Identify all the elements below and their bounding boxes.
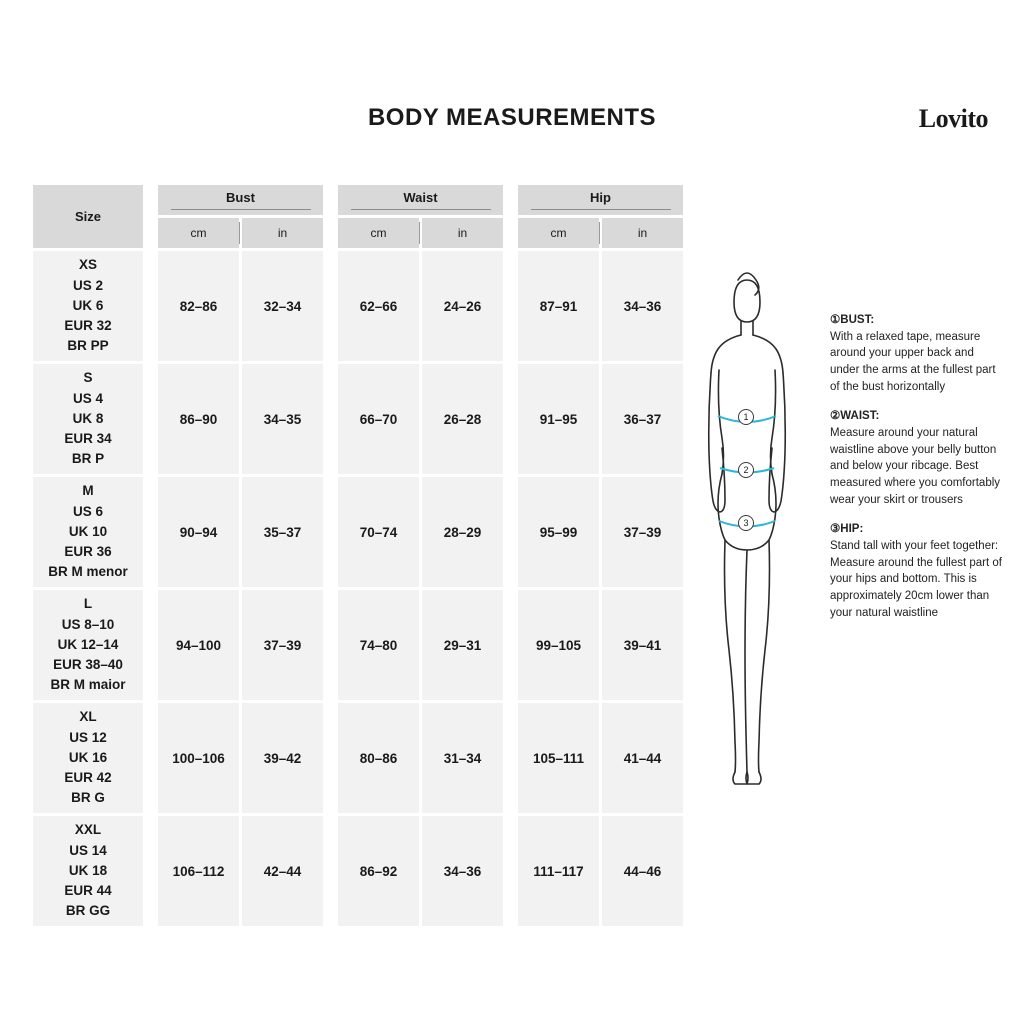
cell-bust-cm: 86–90 bbox=[158, 364, 239, 474]
cell-hip-in: 41–44 bbox=[602, 703, 683, 813]
brand-logo: Lovito bbox=[918, 104, 988, 133]
cell-bust-cm: 90–94 bbox=[158, 477, 239, 587]
spacer bbox=[146, 590, 155, 700]
cell-size: M US 6 UK 10 EUR 36 BR M menor bbox=[33, 477, 143, 587]
note-hip bbox=[830, 521, 1006, 621]
note-waist bbox=[830, 408, 1006, 508]
cell-hip-cm: 111–117 bbox=[518, 816, 599, 926]
spacer bbox=[506, 364, 515, 474]
spacer bbox=[326, 251, 335, 361]
measurement-instructions bbox=[830, 312, 1006, 634]
cell-hip-in: 36–37 bbox=[602, 364, 683, 474]
spacer bbox=[146, 185, 155, 248]
table-header-row-groups bbox=[33, 185, 683, 215]
divider bbox=[351, 209, 491, 210]
cell-size: XL US 12 UK 16 EUR 42 BR G bbox=[33, 703, 143, 813]
cell-bust-cm: 100–106 bbox=[158, 703, 239, 813]
cell-bust-in: 32–34 bbox=[242, 251, 323, 361]
cell-hip-in: 37–39 bbox=[602, 477, 683, 587]
spacer bbox=[326, 185, 335, 248]
cell-hip-in: 34–36 bbox=[602, 251, 683, 361]
divider bbox=[171, 209, 311, 210]
column-group-waist-label: Waist bbox=[403, 190, 438, 205]
cell-size: S US 4 UK 8 EUR 34 BR P bbox=[33, 364, 143, 474]
cell-waist-in: 28–29 bbox=[422, 477, 503, 587]
note-bust-body: With a relaxed tape, measure around your upper back and under the arms at the fullest part of the bust horizontally bbox=[830, 330, 996, 393]
table-row bbox=[33, 364, 683, 474]
cell-hip-cm: 87–91 bbox=[518, 251, 599, 361]
cell-bust-cm: 106–112 bbox=[158, 816, 239, 926]
cell-size: XS US 2 UK 6 EUR 32 BR PP bbox=[33, 251, 143, 361]
spacer bbox=[326, 703, 335, 813]
cell-bust-in: 42–44 bbox=[242, 816, 323, 926]
table-row bbox=[33, 703, 683, 813]
spacer bbox=[326, 590, 335, 700]
spacer bbox=[506, 477, 515, 587]
divider bbox=[531, 209, 671, 210]
cell-bust-cm: 94–100 bbox=[158, 590, 239, 700]
unit-header-bust-in: in bbox=[242, 218, 323, 248]
cell-waist-cm: 70–74 bbox=[338, 477, 419, 587]
spacer bbox=[326, 364, 335, 474]
unit-header-waist-in: in bbox=[422, 218, 503, 248]
note-bust bbox=[830, 312, 1006, 395]
column-group-bust-label: Bust bbox=[226, 190, 255, 205]
table-header bbox=[33, 185, 683, 248]
spacer bbox=[506, 590, 515, 700]
table-row bbox=[33, 590, 683, 700]
column-header-size: Size bbox=[33, 185, 143, 248]
cell-bust-in: 39–42 bbox=[242, 703, 323, 813]
cell-bust-in: 35–37 bbox=[242, 477, 323, 587]
cell-hip-cm: 91–95 bbox=[518, 364, 599, 474]
cell-waist-cm: 80–86 bbox=[338, 703, 419, 813]
page-title: BODY MEASUREMENTS bbox=[367, 104, 657, 131]
spacer bbox=[146, 703, 155, 813]
spacer bbox=[146, 251, 155, 361]
table-row bbox=[33, 251, 683, 361]
size-table bbox=[30, 182, 686, 929]
badge-bust: 1 bbox=[738, 409, 754, 425]
spacer bbox=[506, 816, 515, 926]
spacer bbox=[506, 185, 515, 248]
female-body-outline-icon bbox=[672, 258, 822, 828]
note-waist-body: Measure around your natural waistline above your belly button and below your ribcage. Best measured where you comfortably wear your skirt or trousers bbox=[830, 427, 1001, 506]
note-bust-title: ①BUST: bbox=[830, 314, 875, 326]
cell-waist-in: 31–34 bbox=[422, 703, 503, 813]
cell-waist-cm: 74–80 bbox=[338, 590, 419, 700]
unit-header-hip-cm: cm bbox=[518, 218, 599, 248]
badge-hip: 3 bbox=[738, 515, 754, 531]
spacer bbox=[146, 477, 155, 587]
column-group-bust bbox=[158, 185, 323, 215]
note-waist-title: ②WAIST: bbox=[830, 410, 880, 423]
spacer bbox=[326, 477, 335, 587]
cell-waist-in: 29–31 bbox=[422, 590, 503, 700]
spacer bbox=[146, 364, 155, 474]
unit-header-hip-in: in bbox=[602, 218, 683, 248]
cell-hip-in: 39–41 bbox=[602, 590, 683, 700]
table-row bbox=[33, 816, 683, 926]
cell-waist-in: 34–36 bbox=[422, 816, 503, 926]
unit-header-waist-cm: cm bbox=[338, 218, 419, 248]
cell-waist-cm: 62–66 bbox=[338, 251, 419, 361]
body-figure-illustration bbox=[672, 258, 822, 828]
note-hip-body: Stand tall with your feet together: Measure around the fullest part of your hips and bottom. This is approximately 20cm lower than your natural waistline bbox=[830, 540, 1002, 619]
spacer bbox=[146, 816, 155, 926]
cell-bust-in: 37–39 bbox=[242, 590, 323, 700]
cell-size: XXL US 14 UK 18 EUR 44 BR GG bbox=[33, 816, 143, 926]
note-hip-title: ③HIP: bbox=[830, 523, 864, 536]
spacer bbox=[506, 703, 515, 813]
cell-waist-in: 24–26 bbox=[422, 251, 503, 361]
cell-bust-in: 34–35 bbox=[242, 364, 323, 474]
cell-bust-cm: 82–86 bbox=[158, 251, 239, 361]
unit-header-bust-cm: cm bbox=[158, 218, 239, 248]
cell-hip-cm: 99–105 bbox=[518, 590, 599, 700]
cell-waist-in: 26–28 bbox=[422, 364, 503, 474]
spacer bbox=[326, 816, 335, 926]
column-group-hip bbox=[518, 185, 683, 215]
column-group-waist bbox=[338, 185, 503, 215]
column-group-hip-label: Hip bbox=[590, 190, 611, 205]
cell-hip-cm: 95–99 bbox=[518, 477, 599, 587]
table-row bbox=[33, 477, 683, 587]
cell-hip-cm: 105–111 bbox=[518, 703, 599, 813]
cell-waist-cm: 66–70 bbox=[338, 364, 419, 474]
spacer bbox=[506, 251, 515, 361]
cell-size: L US 8–10 UK 12–14 EUR 38–40 BR M maior bbox=[33, 590, 143, 700]
cell-waist-cm: 86–92 bbox=[338, 816, 419, 926]
badge-waist: 2 bbox=[738, 462, 754, 478]
cell-hip-in: 44–46 bbox=[602, 816, 683, 926]
table-body bbox=[33, 251, 683, 926]
